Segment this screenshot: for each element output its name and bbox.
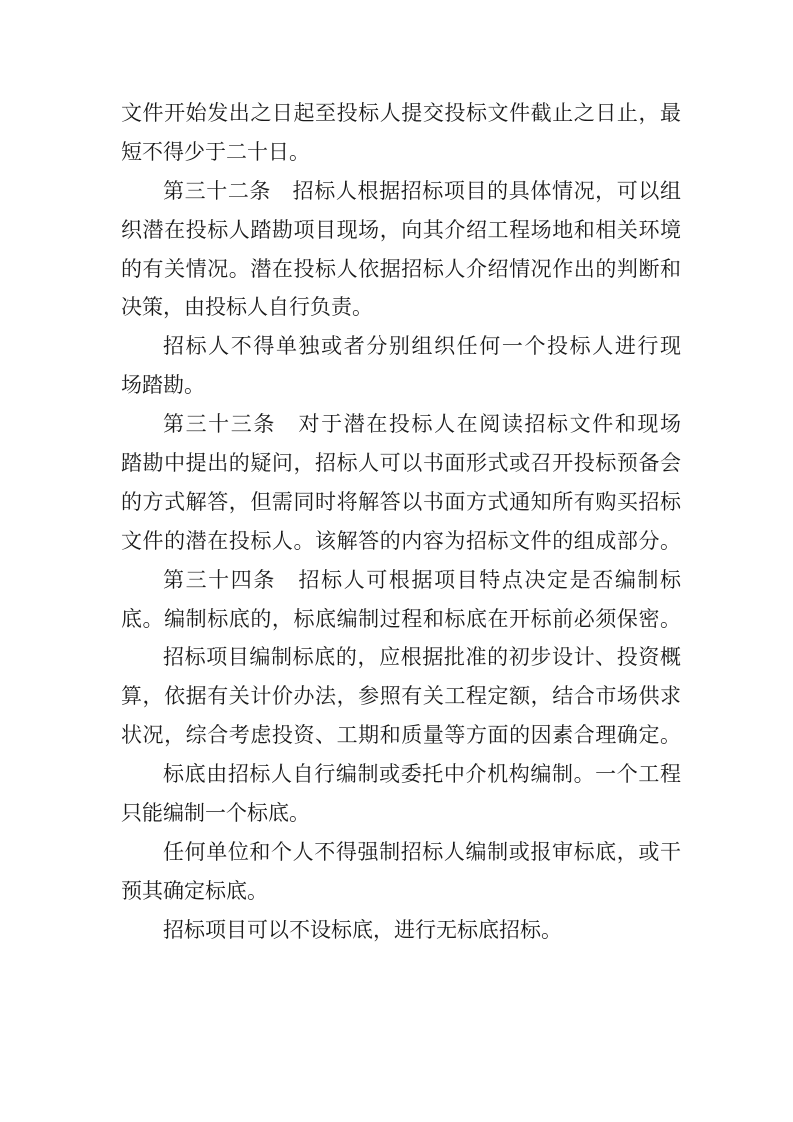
text-line: 织潜在投标人踏勘项目现场，向其介绍工程场地和相关环境 (121, 217, 681, 242)
text-line: 文件开始发出之日起至投标人提交投标文件截止之日止，最 (121, 101, 681, 125)
text-line: 文件的潜在投标人。该解答的内容为招标文件的组成部分。 (121, 528, 681, 553)
text-line: 的方式解答，但需同时将解答以书面方式通知所有购买招标 (121, 489, 681, 514)
text-line: 招标项目可以不设标底，进行无标底招标。 (163, 917, 562, 942)
text-line: 的有关情况。潜在投标人依据招标人介绍情况作出的判断和 (121, 256, 681, 281)
text-line: 状况，综合考虑投资、工期和质量等方面的因素合理确定。 (121, 723, 681, 748)
text-line: 第三十三条 对于潜在投标人在阅读招标文件和现场 (163, 412, 681, 437)
text-line: 第三十四条 招标人可根据项目特点决定是否编制标 (163, 567, 681, 592)
text-line: 任何单位和个人不得强制招标人编制或报审标底，或干 (163, 839, 681, 864)
text-line: 第三十二条 招标人根据招标项目的具体情况，可以组 (163, 178, 681, 203)
text-line: 标底由招标人自行编制或委托中介机构编制。一个工程 (163, 762, 681, 787)
text-line: 算，依据有关计价办法，参照有关工程定额，结合市场供求 (121, 684, 681, 709)
text-line: 底。编制标底的，标底编制过程和标底在开标前必须保密。 (121, 606, 681, 631)
text-line: 只能编制一个标底。 (121, 801, 310, 826)
text-line: 场踏勘。 (121, 373, 205, 398)
text-line: 预其确定标底。 (121, 878, 268, 903)
text-line: 踏勘中提出的疑问，招标人可以书面形式或召开投标预备会 (121, 451, 681, 476)
document-body (121, 94, 681, 950)
text-line: 决策，由投标人自行负责。 (121, 295, 373, 320)
text-line: 招标人不得单独或者分别组织任何一个投标人进行现 (163, 334, 681, 359)
text-line: 短不得少于二十日。 (121, 139, 310, 164)
text-line: 招标项目编制标底的，应根据批准的初步设计、投资概 (163, 645, 681, 670)
